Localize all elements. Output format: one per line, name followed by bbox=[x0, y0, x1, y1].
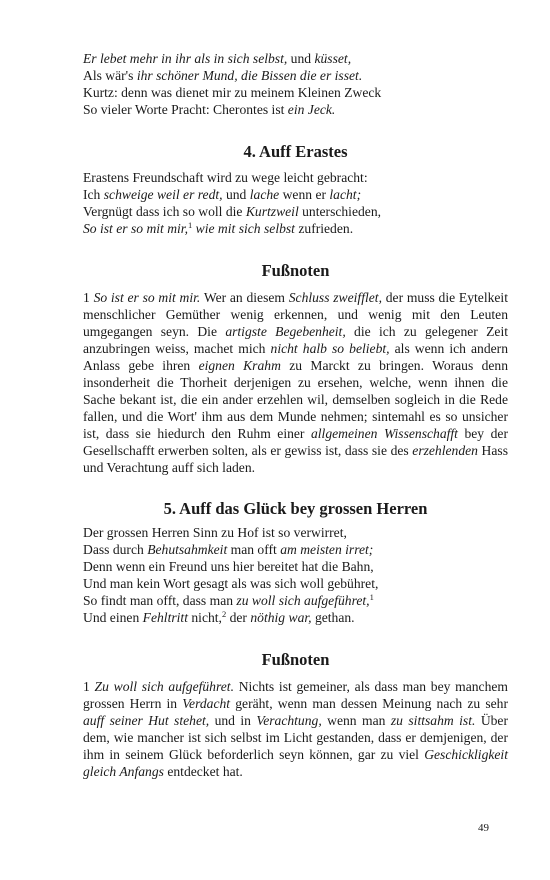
text-run: Verdacht bbox=[182, 696, 231, 711]
verse-line bbox=[83, 558, 508, 575]
footnote-paragraph-1 bbox=[83, 289, 508, 476]
text-run: Der grossen Herren Sinn zu Hof ist so verwirret, bbox=[83, 525, 347, 540]
text-run: lacht; bbox=[329, 187, 362, 202]
verse-line bbox=[83, 169, 508, 186]
poem-erastes bbox=[83, 169, 508, 237]
verse-line bbox=[83, 220, 508, 237]
text-run: zu sittsahm ist. bbox=[390, 713, 476, 728]
text-run: wenn man bbox=[321, 713, 391, 728]
text-run: ihr schöner Mund, die Bissen die er isset. bbox=[136, 68, 363, 83]
text-run: artigste Begebenheit, bbox=[225, 324, 346, 339]
text-run: wie mit sich selbst bbox=[195, 221, 295, 236]
text-run: geräht, wenn man dessen Meinung nach zu sehr bbox=[230, 696, 508, 711]
text-run: 1 bbox=[83, 290, 94, 305]
text-run: eignen Krahm bbox=[198, 358, 281, 373]
text-run: Kurtzweil bbox=[245, 204, 299, 219]
footnote-ref: 1 bbox=[369, 592, 374, 602]
footnote-ref: 2 bbox=[221, 609, 227, 619]
text-run: Er lebet mehr in ihr als in sich selbst, bbox=[83, 51, 288, 66]
text-run: Hass und Verachtung auff sich laden. bbox=[83, 443, 508, 475]
text-run: nicht, bbox=[187, 610, 222, 625]
text-run: Kurtz: denn was dienet mir zu meinem Kleinen Zweck bbox=[83, 85, 382, 100]
text-run: Über dem, wie mancher ist sich selbst im Licht gestanden, dass er demjenigen, der ihm in seinem Glück beforderlich seyn können, gar zu viel bbox=[83, 713, 508, 762]
verse-line bbox=[83, 84, 508, 101]
verse-line bbox=[83, 203, 508, 220]
text-run: und bbox=[222, 187, 250, 202]
section-title-erastes: 4. Auff Erastes bbox=[243, 142, 348, 161]
poem-continuation bbox=[83, 50, 508, 118]
verse-line bbox=[83, 592, 508, 609]
text-run: allgemeinen Wissenschafft bbox=[310, 426, 458, 441]
text-run: am meisten irret; bbox=[280, 542, 374, 557]
text-run: Erastens Freundschaft wird zu wege leicht gebracht: bbox=[83, 170, 368, 185]
text-run: der muss die Eytelkeit menschlicher Gemüther wenig erkennen, und wenig mit den Leuten umgegangen seyn. Die bbox=[83, 290, 508, 339]
book-page bbox=[83, 50, 508, 780]
text-run: So ist er so mit mir, bbox=[83, 221, 188, 236]
footnotes-heading-2: Fußnoten bbox=[261, 650, 330, 669]
verse-line bbox=[83, 67, 508, 84]
text-run: der bbox=[226, 610, 251, 625]
verse-line bbox=[83, 101, 508, 118]
text-run: auff seiner Hut stehet, bbox=[83, 713, 210, 728]
text-run: zufrieden. bbox=[294, 221, 354, 236]
verse-line bbox=[83, 575, 508, 592]
text-run: So findt man offt, dass man bbox=[83, 593, 237, 608]
text-run: Ich bbox=[83, 187, 104, 202]
page-number: 49 bbox=[478, 822, 489, 834]
text-run: gethan. bbox=[311, 610, 355, 625]
text-run: Als wär's bbox=[83, 68, 137, 83]
text-run: Behutsahmkeit bbox=[147, 542, 228, 557]
text-run: Und man kein Wort gesagt als was sich woll gebühret, bbox=[83, 576, 379, 591]
section-title-glueck: 5. Auff das Glück bey grossen Herren bbox=[163, 499, 428, 518]
verse-line bbox=[83, 541, 508, 558]
text-run: küsset, bbox=[314, 51, 352, 66]
text-run: Vergnügt dass ich so woll die bbox=[83, 204, 246, 219]
text-run: zu woll sich aufgeführet, bbox=[236, 593, 370, 608]
text-run: So ist er so mit mir. bbox=[93, 290, 201, 305]
poem-glueck bbox=[83, 524, 508, 626]
text-run: nicht halb so beliebt, bbox=[270, 341, 390, 356]
footnote-ref: 1 bbox=[188, 220, 193, 230]
text-run: unterschieden, bbox=[298, 204, 382, 219]
text-run: Nichts ist gemeiner, als dass man bey manchem grossen Herrn in bbox=[83, 679, 508, 711]
text-run: schweige weil er redt, bbox=[103, 187, 223, 202]
text-run: 1 bbox=[83, 679, 95, 694]
text-run: als wenn ich andern Anlass gebe ihren bbox=[83, 341, 508, 373]
verse-line bbox=[83, 50, 508, 67]
text-run: lache bbox=[249, 187, 280, 202]
text-run: Wer an diesem bbox=[200, 290, 289, 305]
text-run: Fehltritt bbox=[142, 610, 188, 625]
text-run: bey der Gesellschafft erwerben solten, als er gewiss ist, dass sie des bbox=[83, 426, 508, 458]
text-run: Denn wenn ein Freund uns hier bereitet hat die Bahn, bbox=[83, 559, 374, 574]
text-run: So vieler Worte Pracht: Cherontes ist bbox=[83, 102, 288, 117]
text-run: erzehlenden bbox=[412, 443, 478, 458]
text-run: die ich zu gelegener Zeit anzubringen weiss, machet mich bbox=[83, 324, 508, 356]
text-run: wenn er bbox=[279, 187, 330, 202]
text-run: nöthig war, bbox=[250, 610, 312, 625]
text-run: man offt bbox=[227, 542, 281, 557]
text-run: zu Marckt zu bringen. Woraus denn insonderheit die Thorheit derjenigen zu ersehen, welche, wenn ihnen die Sache bekant ist, die ein ander erzehlen wil, demselben sogleich in die Rede fallen, und die Wort' ihm aus dem Munde nehmen; sintemahl es so unsicher ist, dass sie hiedurch den Ruhm einer bbox=[83, 358, 509, 441]
text-run: Geschickligkeit gleich Anfangs bbox=[83, 747, 508, 779]
verse-line bbox=[83, 609, 508, 626]
text-run: Zu woll sich aufgeführet. bbox=[94, 679, 234, 694]
footnotes-heading-1: Fußnoten bbox=[261, 261, 330, 280]
text-run: Schluss zweifflet, bbox=[288, 290, 382, 305]
text-run: entdecket hat. bbox=[163, 764, 243, 779]
text-run: Und einen bbox=[83, 610, 143, 625]
text-run: Verachtung, bbox=[256, 713, 322, 728]
text-run: und bbox=[287, 51, 315, 66]
footnote-paragraph-2 bbox=[83, 678, 508, 780]
verse-line bbox=[83, 186, 508, 203]
verse-line bbox=[83, 524, 508, 541]
text-run: Dass durch bbox=[83, 542, 148, 557]
text-run: und in bbox=[209, 713, 257, 728]
text-run: ein Jeck. bbox=[287, 102, 336, 117]
